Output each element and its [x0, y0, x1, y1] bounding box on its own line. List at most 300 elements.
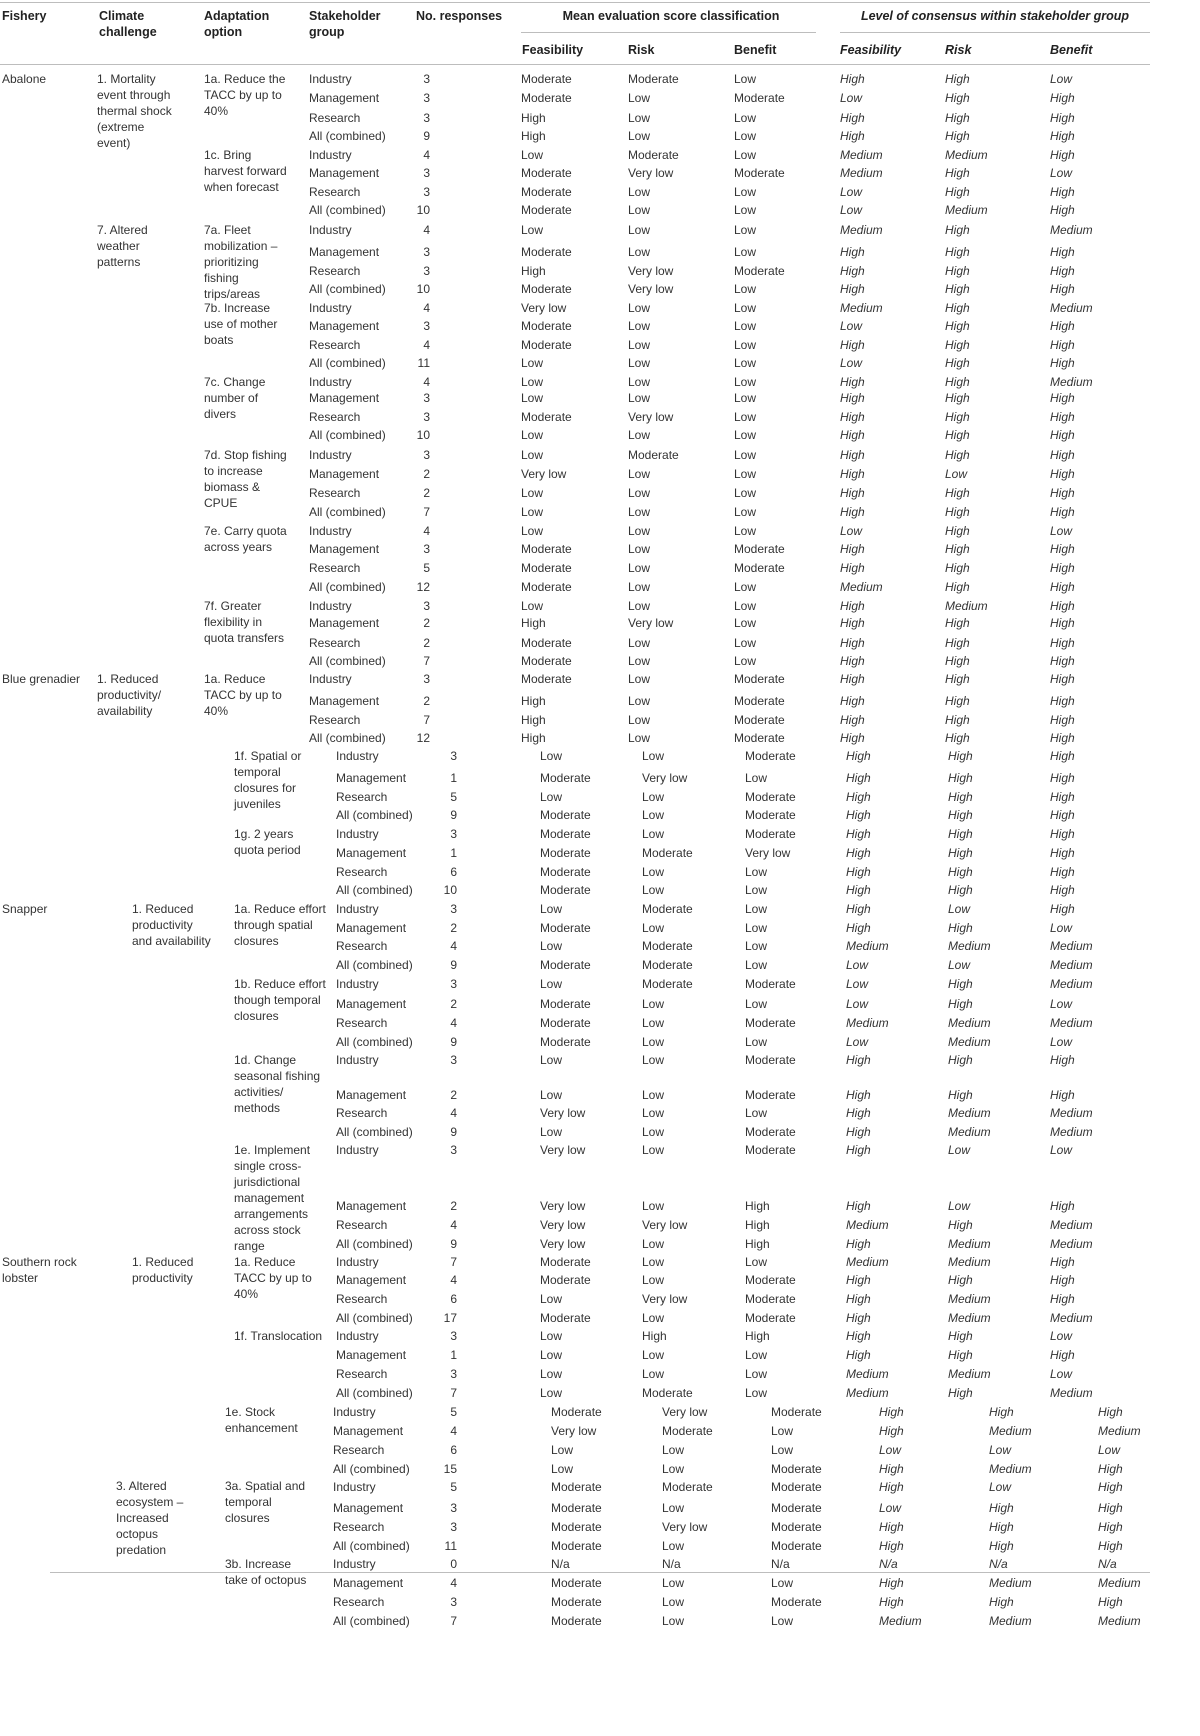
- mean-benefit-cell: Low: [734, 654, 757, 668]
- consensus-benefit-cell: Medium: [1050, 1106, 1093, 1120]
- mean-benefit-cell: Moderate: [771, 1595, 822, 1609]
- mean-risk-cell: Very low: [628, 410, 674, 424]
- stakeholder-group-cell: Industry: [333, 1480, 376, 1494]
- stakeholder-group-cell: Industry: [333, 1405, 376, 1419]
- mean-benefit-cell: Low: [734, 111, 757, 125]
- consensus-feasibility-cell: Low: [840, 319, 863, 333]
- mean-feasibility-cell: Moderate: [540, 921, 591, 935]
- consensus-benefit-cell: High: [1050, 694, 1075, 708]
- mean-risk-cell: Low: [642, 790, 665, 804]
- responses-count-cell: 2: [423, 694, 430, 708]
- stakeholder-group-cell: Research: [336, 1367, 388, 1381]
- mean-benefit-cell: Low: [734, 185, 757, 199]
- responses-count-cell: 3: [423, 111, 430, 125]
- mean-risk-cell: Low: [628, 91, 651, 105]
- consensus-risk-cell: High: [948, 790, 973, 804]
- responses-count-cell: 5: [450, 1480, 457, 1494]
- responses-count-cell: 3: [450, 1520, 457, 1534]
- mean-risk-cell: Low: [642, 1367, 665, 1381]
- consensus-benefit-cell: High: [1050, 203, 1075, 217]
- responses-count-cell: 3: [423, 72, 430, 86]
- responses-count-cell: 9: [450, 1035, 457, 1049]
- responses-count-cell: 2: [423, 636, 430, 650]
- consensus-risk-cell: High: [945, 301, 970, 315]
- responses-count-cell: 3: [423, 391, 430, 405]
- consensus-risk-cell: Low: [989, 1443, 1012, 1457]
- responses-count-cell: 3: [450, 827, 457, 841]
- mean-risk-cell: Moderate: [642, 846, 693, 860]
- consensus-benefit-cell: High: [1050, 428, 1075, 442]
- mean-benefit-cell: Low: [771, 1443, 794, 1457]
- responses-count-cell: 2: [423, 486, 430, 500]
- mean-benefit-cell: Moderate: [745, 977, 796, 991]
- responses-count-cell: 9: [423, 129, 430, 143]
- consensus-benefit-cell: High: [1050, 731, 1075, 745]
- consensus-risk-cell: High: [948, 749, 973, 763]
- consensus-benefit-cell: High: [1050, 672, 1075, 686]
- consensus-risk-cell: Low: [948, 902, 971, 916]
- mean-feasibility-cell: Very low: [540, 1143, 586, 1157]
- consensus-feasibility-cell: Low: [879, 1443, 902, 1457]
- consensus-risk-cell: Low: [945, 467, 968, 481]
- consensus-benefit-cell: Medium: [1050, 1237, 1093, 1251]
- consensus-benefit-cell: Low: [1050, 524, 1073, 538]
- consensus-feasibility-cell: High: [846, 921, 871, 935]
- consensus-feasibility-cell: High: [840, 713, 865, 727]
- mean-risk-cell: Low: [642, 1273, 665, 1287]
- mean-benefit-cell: Low: [734, 375, 757, 389]
- consensus-feasibility-cell: High: [840, 282, 865, 296]
- mean-benefit-cell: Moderate: [771, 1501, 822, 1515]
- mean-risk-cell: Very low: [628, 282, 674, 296]
- consensus-risk-cell: High: [989, 1501, 1014, 1515]
- consensus-feasibility-cell: High: [846, 1199, 871, 1213]
- consensus-benefit-cell: Low: [1050, 1329, 1073, 1343]
- mean-benefit-cell: Low: [734, 524, 757, 538]
- consensus-benefit-cell: High: [1050, 356, 1075, 370]
- consensus-feasibility-cell: Medium: [846, 1367, 889, 1381]
- mean-risk-cell: Moderate: [628, 148, 679, 162]
- climate-challenge-label: 1. Reduced productivity and availability: [132, 902, 211, 948]
- responses-count-cell: 12: [416, 731, 430, 745]
- consensus-benefit-cell: Medium: [1098, 1614, 1141, 1628]
- consensus-feasibility-cell: High: [846, 749, 871, 763]
- consensus-risk-cell: High: [945, 428, 970, 442]
- responses-count-cell: 6: [450, 1443, 457, 1457]
- consensus-benefit-cell: High: [1050, 883, 1075, 897]
- mean-benefit-cell: Low: [734, 486, 757, 500]
- mean-feasibility-cell: High: [521, 111, 546, 125]
- mean-risk-cell: Low: [642, 1125, 665, 1139]
- consensus-feasibility-cell: High: [846, 808, 871, 822]
- mean-benefit-cell: Moderate: [734, 694, 785, 708]
- mean-risk-cell: Low: [628, 731, 651, 745]
- consensus-feasibility-cell: High: [846, 1106, 871, 1120]
- consensus-risk-cell: Low: [948, 1143, 971, 1157]
- mean-benefit-cell: Low: [745, 939, 768, 953]
- adaptation-option-label: 1c. Bring harvest forward when forecast: [204, 148, 287, 194]
- mean-risk-cell: Very low: [628, 616, 674, 630]
- mean-benefit-cell: Low: [771, 1576, 794, 1590]
- consensus-benefit-cell: High: [1098, 1501, 1123, 1515]
- consensus-feasibility-cell: Medium: [840, 580, 883, 594]
- responses-count-cell: 3: [450, 1501, 457, 1515]
- consensus-benefit-cell: High: [1050, 319, 1075, 333]
- mean-risk-cell: Low: [642, 1311, 665, 1325]
- consensus-feasibility-cell: High: [879, 1405, 904, 1419]
- consensus-risk-cell: High: [945, 561, 970, 575]
- adaptation-option-label: 1a. Reduce TACC by up to 40%: [234, 1255, 312, 1301]
- mean-feasibility-cell: Moderate: [551, 1405, 602, 1419]
- mean-benefit-cell: Moderate: [734, 264, 785, 278]
- mean-feasibility-cell: Low: [521, 148, 544, 162]
- mean-benefit-cell: Low: [734, 467, 757, 481]
- header-consensus-risk: Risk: [945, 43, 972, 57]
- mean-risk-cell: Low: [642, 1348, 665, 1362]
- climate-challenge-label: 3. Altered ecosystem – Increased octopus predation: [116, 1479, 184, 1557]
- consensus-benefit-cell: High: [1098, 1520, 1123, 1534]
- responses-count-cell: 7: [423, 713, 430, 727]
- consensus-feasibility-cell: Medium: [840, 301, 883, 315]
- consensus-risk-cell: High: [945, 410, 970, 424]
- consensus-risk-cell: High: [945, 636, 970, 650]
- stakeholder-group-cell: All (combined): [336, 1386, 413, 1400]
- responses-count-cell: 4: [450, 1576, 457, 1590]
- stakeholder-group-cell: Management: [309, 542, 380, 556]
- consensus-risk-cell: Medium: [948, 1125, 991, 1139]
- mean-benefit-cell: Low: [745, 771, 768, 785]
- mean-risk-cell: Low: [642, 1237, 665, 1251]
- mean-risk-cell: Low: [628, 203, 651, 217]
- consensus-benefit-cell: High: [1050, 654, 1075, 668]
- mean-feasibility-cell: Low: [521, 223, 544, 237]
- consensus-feasibility-cell: High: [840, 616, 865, 630]
- climate-challenge-label: 1. Mortality event through thermal shock (extreme event): [97, 72, 172, 150]
- header-climate-challenge: Climate challenge: [99, 9, 157, 39]
- mean-feasibility-cell: Low: [521, 524, 544, 538]
- responses-count-cell: 2: [423, 467, 430, 481]
- consensus-feasibility-cell: High: [840, 448, 865, 462]
- stakeholder-group-cell: Research: [309, 636, 361, 650]
- consensus-benefit-cell: High: [1050, 865, 1075, 879]
- mean-benefit-cell: Low: [734, 580, 757, 594]
- mean-feasibility-cell: Low: [540, 1053, 563, 1067]
- mean-benefit-cell: Low: [734, 391, 757, 405]
- consensus-risk-cell: High: [948, 808, 973, 822]
- mean-benefit-cell: Moderate: [745, 808, 796, 822]
- consensus-feasibility-cell: High: [846, 1143, 871, 1157]
- consensus-benefit-cell: High: [1050, 245, 1075, 259]
- stakeholder-group-cell: Management: [309, 694, 380, 708]
- consensus-risk-cell: High: [945, 375, 970, 389]
- stakeholder-group-cell: Research: [336, 790, 388, 804]
- consensus-feasibility-cell: Medium: [846, 1016, 889, 1030]
- consensus-risk-cell: High: [945, 282, 970, 296]
- stakeholder-group-cell: Industry: [309, 148, 352, 162]
- climate-challenge-label: 1. Reduced productivity: [132, 1255, 194, 1285]
- mean-benefit-cell: Very low: [745, 846, 791, 860]
- consensus-benefit-cell: High: [1098, 1480, 1123, 1494]
- stakeholder-group-cell: Industry: [336, 1053, 379, 1067]
- stakeholder-group-cell: All (combined): [309, 654, 386, 668]
- consensus-risk-cell: Medium: [989, 1614, 1032, 1628]
- consensus-benefit-cell: Low: [1098, 1443, 1121, 1457]
- mean-risk-cell: Moderate: [642, 1386, 693, 1400]
- stakeholder-group-cell: Research: [309, 264, 361, 278]
- mean-risk-cell: Low: [628, 599, 651, 613]
- responses-count-cell: 4: [423, 223, 430, 237]
- consensus-risk-cell: High: [945, 129, 970, 143]
- mean-benefit-cell: Low: [734, 319, 757, 333]
- stakeholder-group-cell: All (combined): [336, 883, 413, 897]
- mean-benefit-cell: Low: [745, 958, 768, 972]
- consensus-feasibility-cell: High: [840, 694, 865, 708]
- consensus-benefit-cell: High: [1050, 410, 1075, 424]
- stakeholder-group-cell: All (combined): [333, 1614, 410, 1628]
- mean-benefit-cell: Moderate: [734, 713, 785, 727]
- mean-feasibility-cell: Very low: [540, 1199, 586, 1213]
- mean-benefit-cell: Moderate: [745, 1125, 796, 1139]
- mean-risk-cell: Very low: [662, 1405, 708, 1419]
- fishery-label: Blue grenadier: [2, 672, 81, 686]
- mean-benefit-cell: Low: [771, 1424, 794, 1438]
- mean-risk-cell: Low: [628, 713, 651, 727]
- mean-risk-cell: Low: [662, 1501, 685, 1515]
- mean-feasibility-cell: Low: [521, 448, 544, 462]
- stakeholder-group-cell: Research: [309, 410, 361, 424]
- responses-count-cell: 4: [450, 1016, 457, 1030]
- mean-feasibility-cell: Low: [540, 902, 563, 916]
- header-level-of-consensus: Level of consensus within stakeholder group: [860, 9, 1130, 23]
- mean-feasibility-cell: Moderate: [551, 1501, 602, 1515]
- mean-benefit-cell: Moderate: [745, 790, 796, 804]
- mean-risk-cell: Low: [628, 542, 651, 556]
- consensus-benefit-cell: Medium: [1050, 1125, 1093, 1139]
- consensus-feasibility-cell: High: [840, 467, 865, 481]
- stakeholder-group-cell: Management: [333, 1424, 404, 1438]
- stakeholder-group-cell: Research: [309, 486, 361, 500]
- consensus-benefit-cell: High: [1050, 827, 1075, 841]
- stakeholder-group-cell: All (combined): [309, 282, 386, 296]
- consensus-benefit-cell: High: [1098, 1595, 1123, 1609]
- mean-feasibility-cell: Moderate: [540, 865, 591, 879]
- mean-risk-cell: Very low: [642, 1218, 688, 1232]
- consensus-risk-cell: Medium: [948, 1237, 991, 1251]
- responses-count-cell: 3: [423, 264, 430, 278]
- consensus-feasibility-cell: High: [879, 1595, 904, 1609]
- mean-risk-cell: Low: [628, 505, 651, 519]
- responses-count-cell: 4: [423, 148, 430, 162]
- stakeholder-group-cell: Industry: [309, 301, 352, 315]
- consensus-feasibility-cell: High: [840, 672, 865, 686]
- fishery-label: Abalone: [2, 72, 47, 86]
- consensus-benefit-cell: Low: [1050, 1367, 1073, 1381]
- responses-count-cell: 3: [450, 977, 457, 991]
- consensus-risk-cell: High: [945, 185, 970, 199]
- adaptation-option-label: 1f. Translocation: [234, 1329, 323, 1343]
- mean-feasibility-cell: Low: [540, 749, 563, 763]
- mean-risk-cell: Low: [628, 636, 651, 650]
- mean-feasibility-cell: Moderate: [540, 958, 591, 972]
- consensus-benefit-cell: High: [1050, 1255, 1075, 1269]
- stakeholder-group-cell: Industry: [309, 524, 352, 538]
- stakeholder-group-cell: Research: [336, 1292, 388, 1306]
- stakeholder-group-cell: All (combined): [309, 203, 386, 217]
- consensus-risk-cell: Low: [948, 1199, 971, 1213]
- stakeholder-group-cell: Research: [309, 338, 361, 352]
- consensus-feasibility-cell: High: [846, 865, 871, 879]
- responses-count-cell: 3: [423, 542, 430, 556]
- stakeholder-group-cell: All (combined): [336, 1311, 413, 1325]
- consensus-benefit-cell: High: [1050, 616, 1075, 630]
- mean-risk-cell: Very low: [628, 166, 674, 180]
- consensus-benefit-cell: High: [1050, 1348, 1075, 1362]
- stakeholder-group-cell: Research: [309, 561, 361, 575]
- consensus-feasibility-cell: High: [846, 1125, 871, 1139]
- mean-benefit-cell: Moderate: [771, 1520, 822, 1534]
- responses-count-cell: 3: [423, 410, 430, 424]
- mean-risk-cell: Low: [662, 1462, 685, 1476]
- responses-count-cell: 3: [450, 749, 457, 763]
- consensus-benefit-cell: Low: [1050, 1035, 1073, 1049]
- mean-benefit-cell: Low: [734, 448, 757, 462]
- mean-feasibility-cell: Low: [540, 1348, 563, 1362]
- consensus-feasibility-cell: High: [840, 486, 865, 500]
- consensus-risk-cell: High: [945, 616, 970, 630]
- consensus-feasibility-cell: High: [840, 599, 865, 613]
- mean-benefit-cell: Low: [745, 865, 768, 879]
- mean-feasibility-cell: Moderate: [521, 185, 572, 199]
- consensus-feasibility-cell: Low: [846, 997, 869, 1011]
- consensus-benefit-cell: High: [1050, 749, 1075, 763]
- adaptation-option-label: 1d. Change seasonal fishing activities/ methods: [234, 1053, 321, 1115]
- responses-count-cell: 4: [450, 1424, 457, 1438]
- responses-count-cell: 3: [450, 1143, 457, 1157]
- consensus-feasibility-cell: Low: [840, 185, 863, 199]
- stakeholder-group-cell: All (combined): [309, 129, 386, 143]
- stakeholder-group-cell: Industry: [336, 1255, 379, 1269]
- stakeholder-group-cell: All (combined): [336, 1237, 413, 1251]
- mean-feasibility-cell: Very low: [521, 467, 567, 481]
- consensus-risk-cell: High: [948, 997, 973, 1011]
- mean-feasibility-cell: Low: [521, 486, 544, 500]
- mean-risk-cell: Low: [628, 467, 651, 481]
- stakeholder-group-cell: All (combined): [336, 1035, 413, 1049]
- stakeholder-group-cell: Industry: [309, 72, 352, 86]
- responses-count-cell: 11: [444, 1539, 457, 1553]
- mean-feasibility-cell: Low: [540, 977, 563, 991]
- consensus-feasibility-cell: High: [840, 731, 865, 745]
- adaptation-option-label: 1a. Reduce the TACC by up to 40%: [204, 72, 286, 118]
- mean-benefit-cell: Moderate: [745, 1292, 796, 1306]
- mean-risk-cell: Low: [662, 1539, 685, 1553]
- consensus-risk-cell: High: [945, 91, 970, 105]
- consensus-benefit-cell: High: [1050, 580, 1075, 594]
- consensus-benefit-cell: High: [1050, 790, 1075, 804]
- mean-feasibility-cell: Moderate: [521, 203, 572, 217]
- consensus-feasibility-cell: High: [840, 375, 865, 389]
- header-mean-benefit: Benefit: [734, 43, 777, 57]
- consensus-benefit-cell: Medium: [1050, 958, 1093, 972]
- consensus-risk-cell: Medium: [989, 1424, 1032, 1438]
- stakeholder-group-cell: All (combined): [336, 808, 413, 822]
- consensus-risk-cell: High: [945, 672, 970, 686]
- mean-benefit-cell: Low: [734, 616, 757, 630]
- mean-benefit-cell: Low: [771, 1614, 794, 1628]
- consensus-risk-cell: High: [945, 524, 970, 538]
- mean-risk-cell: Low: [662, 1614, 685, 1628]
- mean-feasibility-cell: Low: [540, 1292, 563, 1306]
- mean-feasibility-cell: Moderate: [521, 672, 572, 686]
- consensus-benefit-cell: High: [1050, 91, 1075, 105]
- consensus-feasibility-cell: High: [840, 338, 865, 352]
- consensus-feasibility-cell: High: [840, 654, 865, 668]
- mean-feasibility-cell: Low: [551, 1462, 574, 1476]
- stakeholder-group-cell: Research: [333, 1520, 385, 1534]
- mean-benefit-cell: Moderate: [745, 827, 796, 841]
- mean-risk-cell: Low: [628, 694, 651, 708]
- header-stakeholder-group: Stakeholder group: [309, 9, 381, 39]
- consensus-feasibility-cell: Low: [840, 524, 863, 538]
- consensus-risk-cell: High: [989, 1539, 1014, 1553]
- consensus-feasibility-cell: High: [840, 505, 865, 519]
- responses-count-cell: 10: [443, 883, 457, 897]
- mean-risk-cell: Moderate: [642, 939, 693, 953]
- consensus-feasibility-cell: Low: [840, 91, 863, 105]
- consensus-risk-cell: Medium: [945, 148, 988, 162]
- consensus-feasibility-cell: High: [846, 902, 871, 916]
- mean-benefit-cell: Low: [745, 1348, 768, 1362]
- mean-risk-cell: Low: [642, 997, 665, 1011]
- stakeholder-group-cell: Industry: [309, 223, 352, 237]
- mean-benefit-cell: High: [745, 1237, 770, 1251]
- mean-risk-cell: Low: [628, 375, 651, 389]
- stakeholder-group-cell: Management: [336, 1199, 407, 1213]
- responses-count-cell: 7: [423, 654, 430, 668]
- consensus-feasibility-cell: High: [846, 883, 871, 897]
- mean-feasibility-cell: Moderate: [540, 1016, 591, 1030]
- mean-benefit-cell: Moderate: [745, 1143, 796, 1157]
- responses-count-cell: 4: [450, 1106, 457, 1120]
- consensus-risk-cell: Medium: [948, 1292, 991, 1306]
- mean-feasibility-cell: Moderate: [540, 883, 591, 897]
- bottom-rule: [50, 1572, 1150, 1573]
- consensus-risk-cell: High: [948, 1273, 973, 1287]
- mean-risk-cell: Low: [642, 865, 665, 879]
- adaptation-option-label: 1a. Reduce effort through spatial closures: [234, 902, 326, 948]
- mean-risk-cell: Low: [628, 319, 651, 333]
- consensus-feasibility-cell: High: [879, 1576, 904, 1590]
- consensus-risk-cell: N/a: [989, 1557, 1008, 1571]
- consensus-benefit-cell: Medium: [1050, 1016, 1093, 1030]
- mean-benefit-cell: Moderate: [771, 1405, 822, 1419]
- mean-benefit-cell: Moderate: [734, 91, 785, 105]
- consensus-risk-cell: Medium: [948, 1367, 991, 1381]
- mean-benefit-cell: Moderate: [745, 1273, 796, 1287]
- stakeholder-group-cell: Industry: [336, 1143, 379, 1157]
- responses-count-cell: 1: [450, 771, 457, 785]
- responses-count-cell: 2: [450, 921, 457, 935]
- mean-benefit-cell: High: [745, 1199, 770, 1213]
- consensus-feasibility-cell: High: [840, 636, 865, 650]
- stakeholder-group-cell: Industry: [336, 902, 379, 916]
- consensus-feasibility-cell: High: [846, 1311, 871, 1325]
- consensus-risk-cell: High: [945, 356, 970, 370]
- responses-count-cell: 5: [450, 1405, 457, 1419]
- consensus-feasibility-cell: High: [846, 771, 871, 785]
- consensus-feasibility-cell: High: [846, 1348, 871, 1362]
- mean-risk-cell: High: [642, 1329, 667, 1343]
